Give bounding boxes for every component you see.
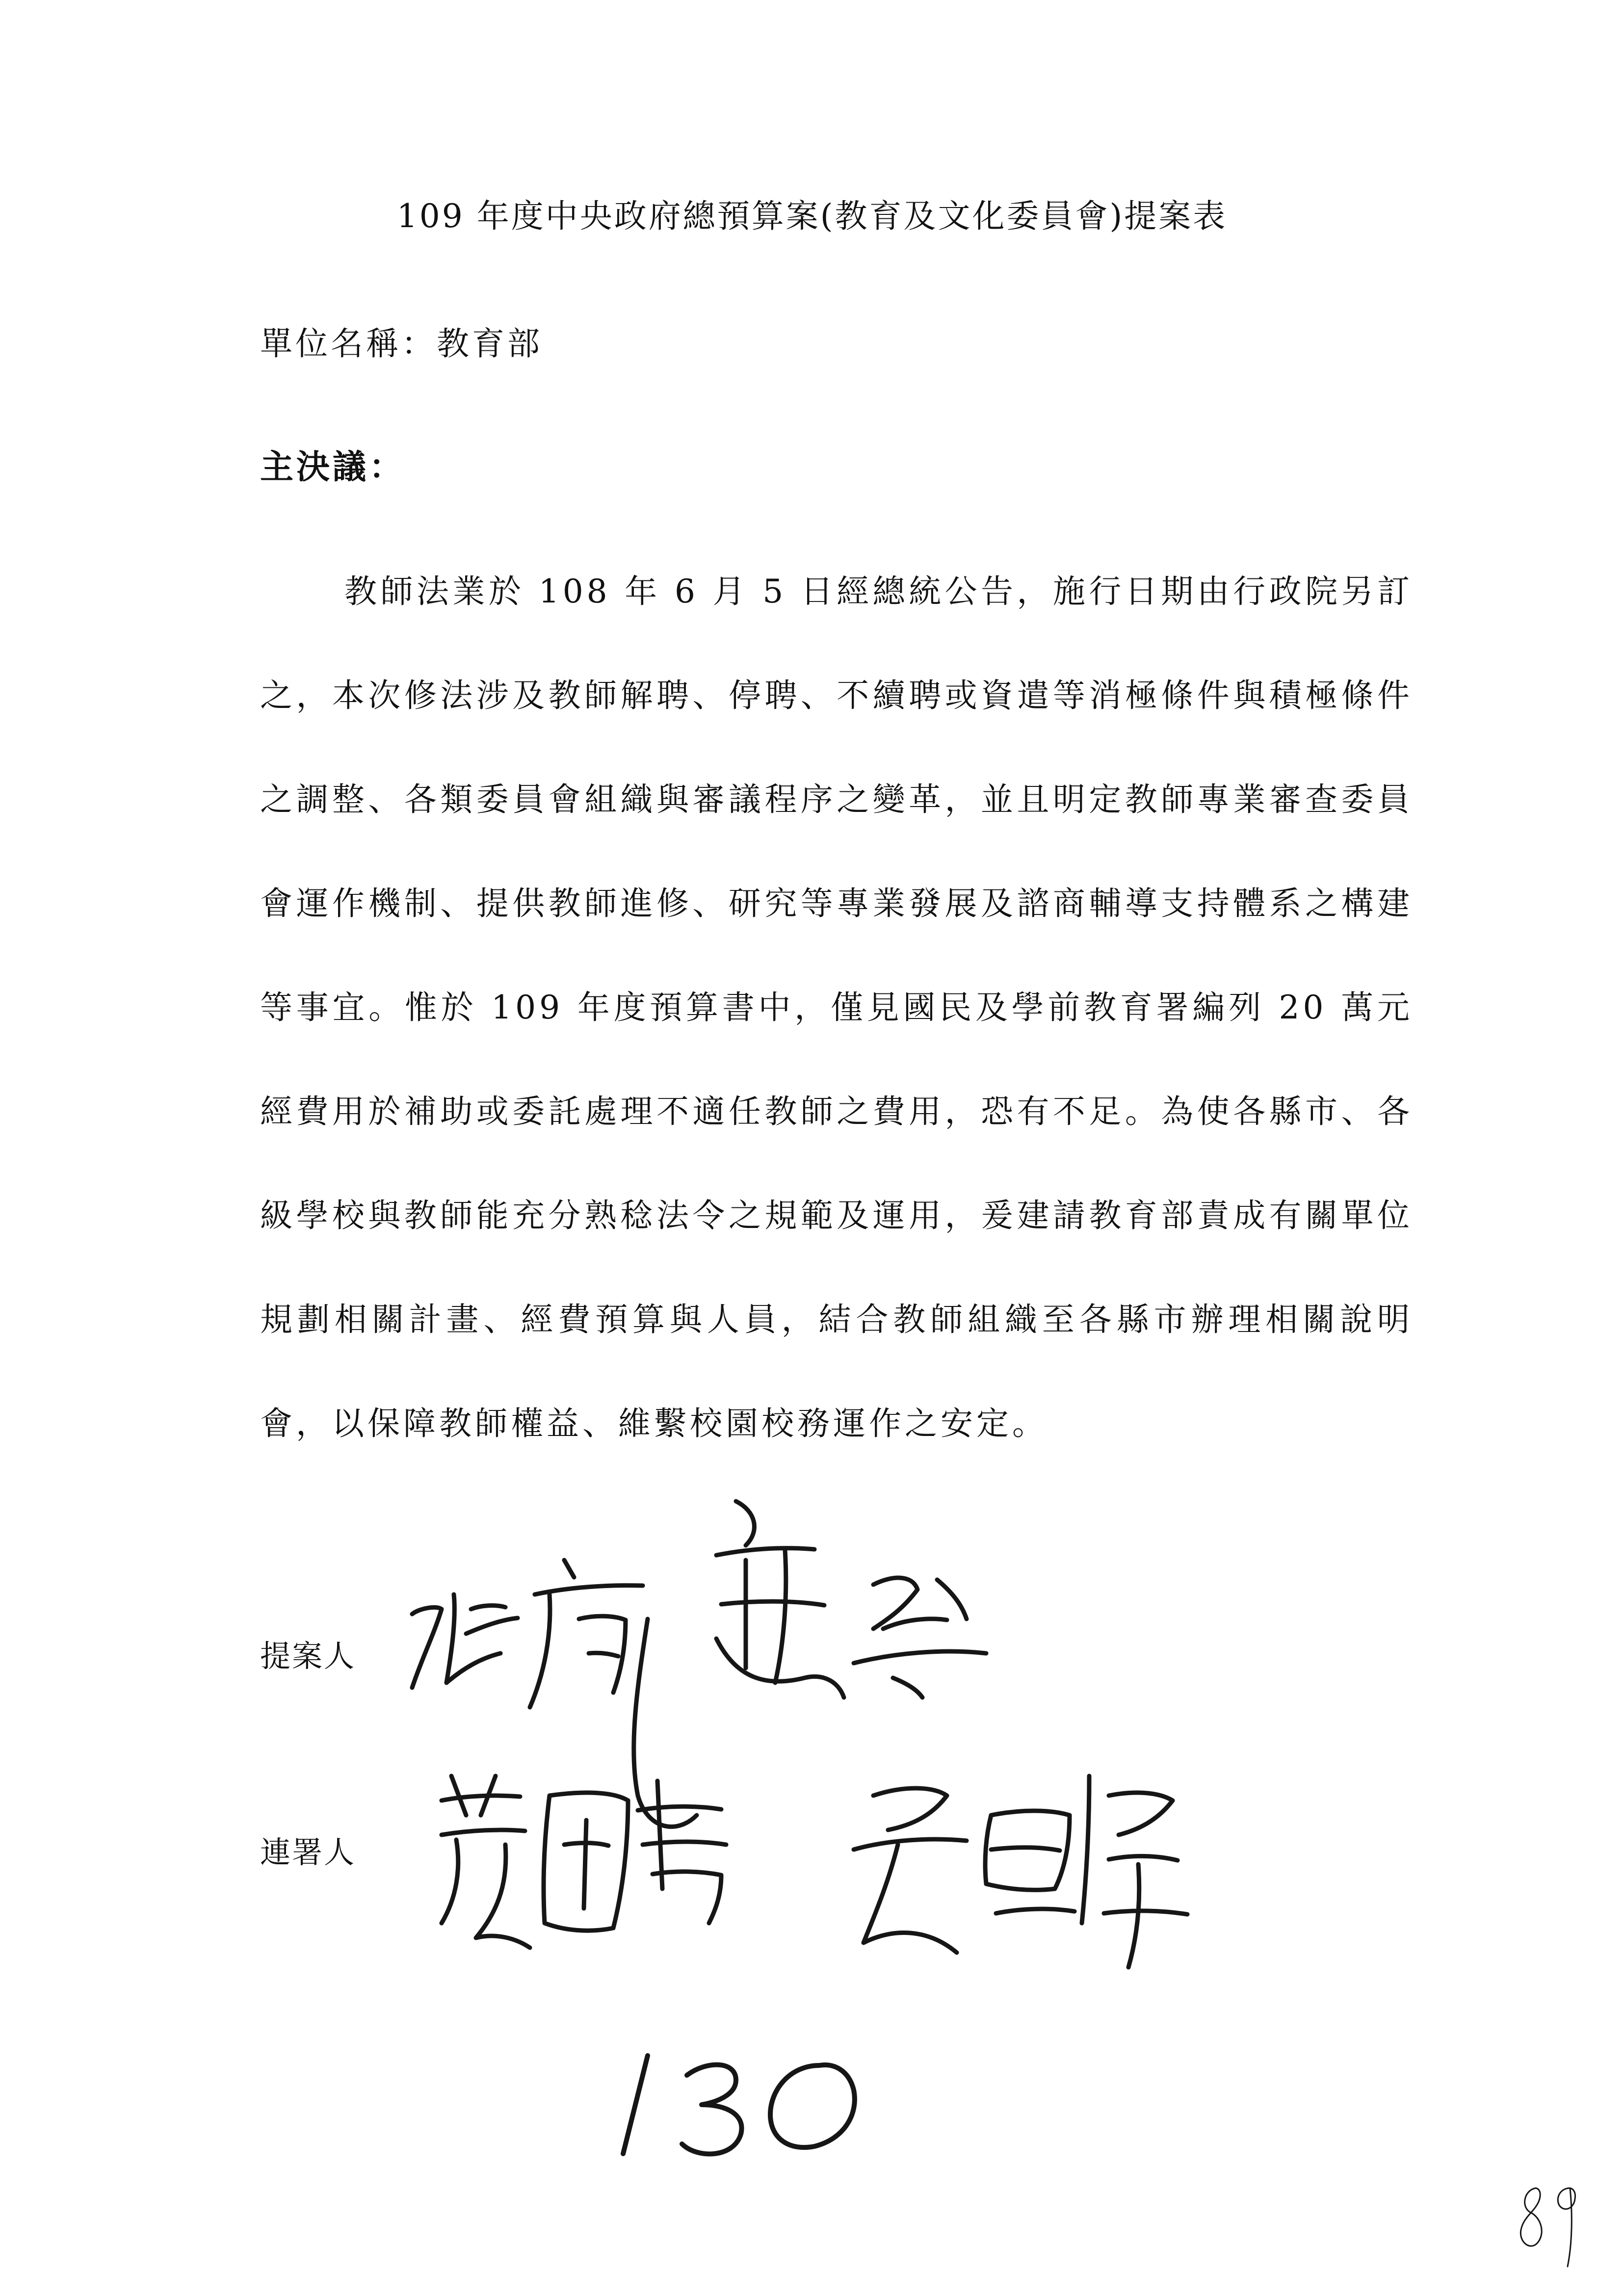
page-mark — [1511, 2168, 1590, 2276]
resolution-body: 教師法業於 108 年 6 月 5 日經總統公告，施行日期由行政院另訂之，本次修法涉及教師解聘、停聘、不續聘或資遣等消極條件與積極條件之調整、各類委員會組織與審議程序之變革，並且明定教師專業審查委員會運作機制、提供教師進修、研究等專業發展及諮商輔導支持體系之構建等事宜。惟於 109 年度預算書中，僅見國民及學前教育署編列 20 萬元經費用於補助或委託處理不適任教師之費用，恐有不足。為使各縣市、各級學校與教師能充分熟稔法令之規範及運用，爰建請教育部責成有關單位規劃相關計畫、經費預算與人員，結合教師組織至各縣市辦理相關說明會，以保障教師權益、維繫校園校務運作之安定。 — [260, 573, 1413, 1442]
cosigner-signature-2 — [834, 1766, 1207, 1992]
handwritten-number — [613, 2036, 888, 2173]
cosigner-label: 連署人 — [260, 1834, 356, 1870]
unit-name-line: 單位名稱：教育部 — [260, 325, 543, 363]
document-title: 109 年度中央政府總預算案(教育及文化委員會)提案表 — [396, 197, 1228, 235]
resolution-heading: 主決議： — [260, 447, 406, 487]
proposer-label: 提案人 — [260, 1638, 356, 1674]
cosigner-signature-1 — [422, 1761, 765, 1977]
